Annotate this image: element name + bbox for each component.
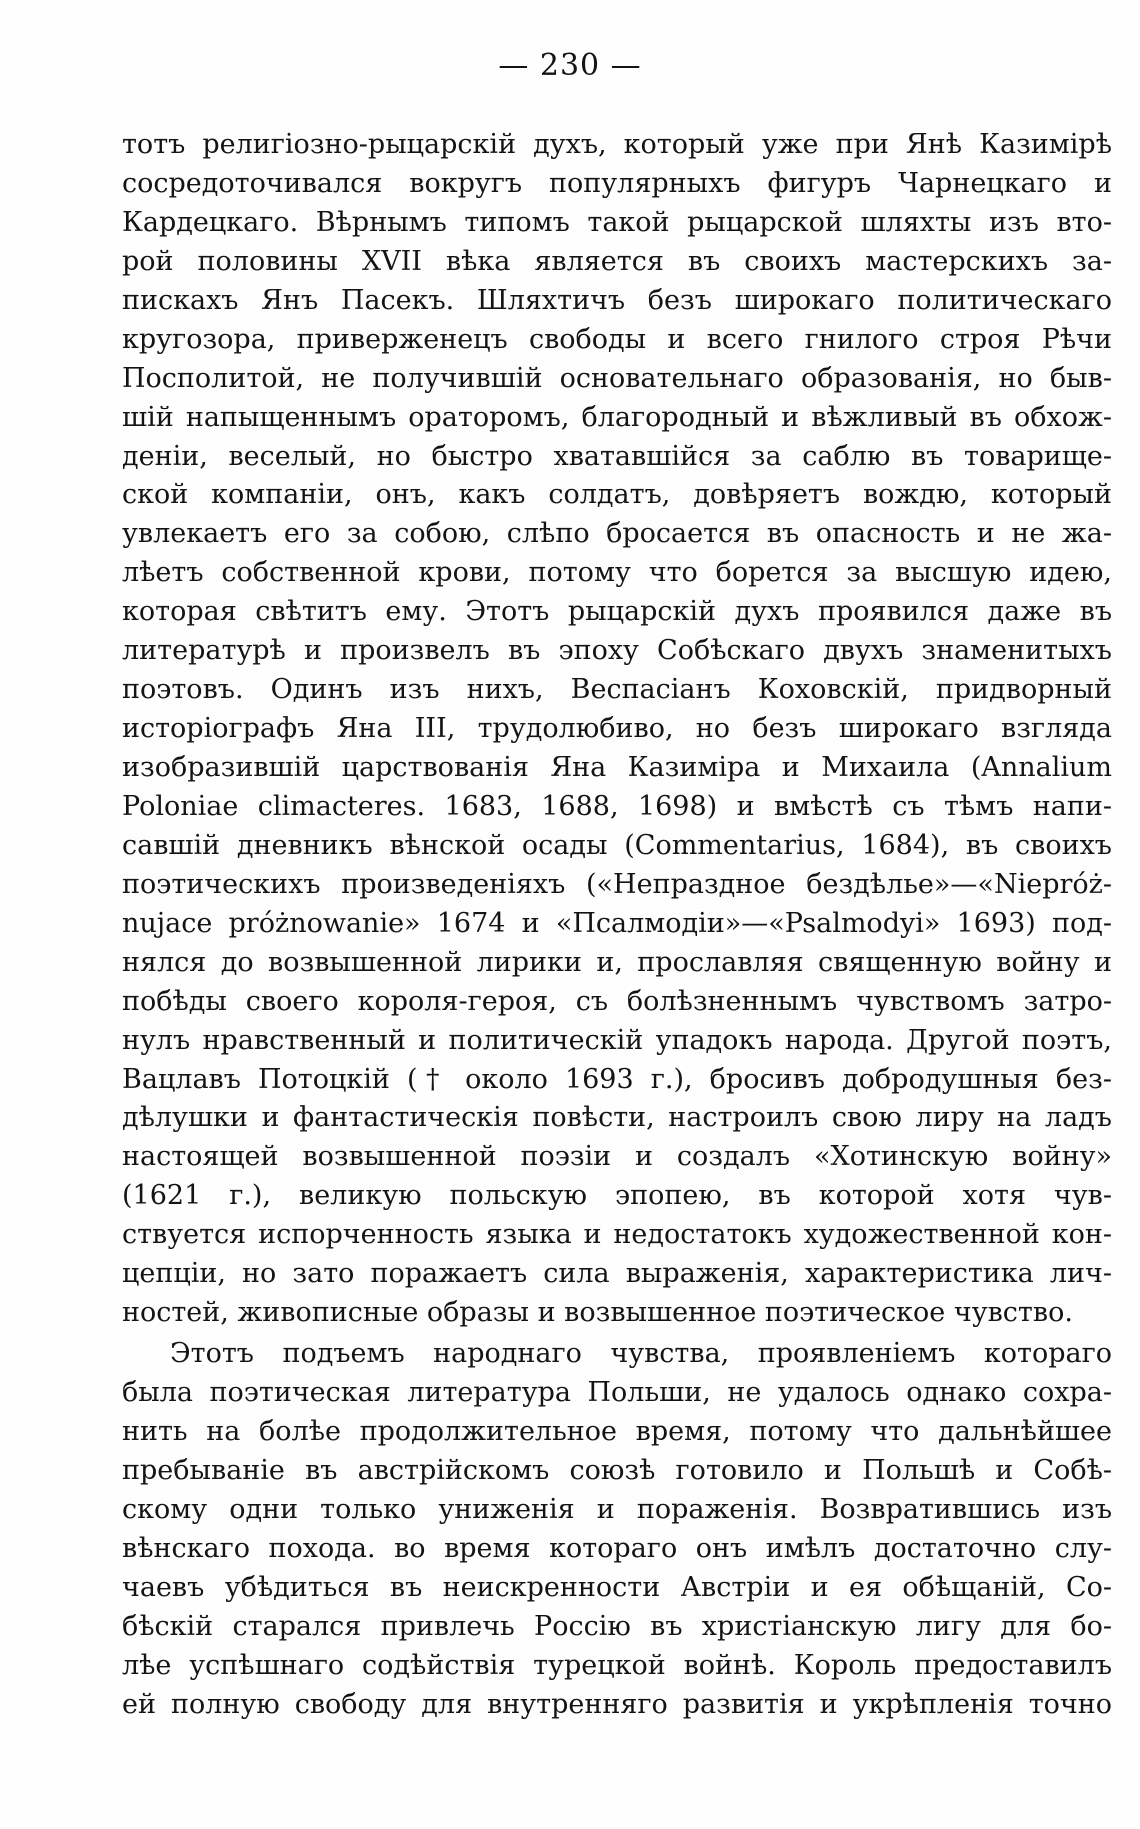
text-line: Кардецкаго. Вѣрнымъ типомъ такой рыцарской шляхты изъ вто- <box>122 206 1112 238</box>
text-line: вѣнскаго похода. во время котораго онъ имѣлъ достаточно слу- <box>122 1532 1112 1564</box>
text-line: шій напыщеннымъ ораторомъ, благородный и вѣжливый въ обхож- <box>122 401 1112 433</box>
text-line: изобразившій царствованія Яна Казиміра и Михаила (Annalium <box>122 752 1112 783</box>
text-line: побѣды своего короля-героя, съ болѣзненнымъ чувствомъ затро- <box>122 985 1112 1017</box>
text-line: поэтовъ. Одинъ изъ нихъ, Веспасіанъ Коховскій, придворный <box>122 674 1112 706</box>
text-line: поэтическихъ произведеніяхъ («Непраздное бездѣлье»—«Niepróż- <box>122 868 1112 900</box>
text-line: nujace próżnowanie» 1674 и «Псалмодіи»—«Psalmodyi» 1693) под- <box>122 907 1112 939</box>
text-line: цепціи, но зато поражаетъ сила выраженія, характеристика лич- <box>122 1258 1112 1290</box>
text-line: ностей, живописные образы и возвышенное поэтическое чувство. <box>122 1297 1073 1329</box>
page-body <box>122 126 1112 1724</box>
text-line: литературѣ и произвелъ въ эпоху Собѣскаго двухъ знаменитыхъ <box>122 635 1112 667</box>
text-line: лѣетъ собственной крови, потому что борется за высшую идею, <box>122 557 1112 589</box>
text-line: пискахъ Янъ Пасекъ. Шляхтичъ безъ широкаго политическаго <box>122 284 1112 316</box>
text-line: ей полную свободу для внутренняго развитія и укрѣпленія точно <box>122 1688 1112 1720</box>
text-line: ской компаніи, онъ, какъ солдатъ, довѣряетъ вождю, который <box>122 479 1112 511</box>
text-line: дѣлушки и фантастическія повѣсти, настроилъ свою лиру на ладъ <box>122 1102 1112 1134</box>
text-line: исторіографъ Яна III, трудолюбиво, но безъ широкаго взгляда <box>122 713 1112 745</box>
text-line: кругозора, приверженецъ свободы и всего гнилого строя Рѣчи <box>122 323 1112 355</box>
text-line: сосредоточивался вокругъ популярныхъ фигуръ Чарнецкаго и <box>122 167 1112 199</box>
text-line: Посполитой, не получившій основательнаго образованія, но быв- <box>122 362 1112 394</box>
text-line: увлекаетъ его за собою, слѣпо бросается въ опасность и не жа- <box>122 518 1112 550</box>
paragraph-2 <box>122 1335 1112 1724</box>
paragraph-1 <box>122 126 1112 1333</box>
text-line: Этотъ подъемъ народнаго чувства, проявленіемъ котораго <box>170 1338 1112 1370</box>
text-line: Poloniae climacteres. 1683, 1688, 1698) и вмѣстѣ съ тѣмъ напи- <box>122 790 1112 822</box>
text-line: (1621 г.), великую польскую эпопею, въ которой хотя чув- <box>122 1180 1112 1212</box>
text-line: савшій дневникъ вѣнской осады (Commentarius, 1684), въ своихъ <box>122 829 1112 861</box>
text-line: рой половины XVII вѣка является въ своихъ мастерскихъ за- <box>122 245 1112 277</box>
text-line: нить на болѣе продолжительное время, потому что дальнѣйшее <box>122 1415 1112 1447</box>
text-line: настоящей возвышенной поэзіи и создалъ «Хотинскую войну» <box>122 1141 1112 1173</box>
text-line: чаевъ убѣдиться въ неискренности Австріи и ея обѣщаній, Со- <box>122 1571 1112 1603</box>
text-line: бѣскій старался привлечь Россію въ христіанскую лигу для бо- <box>122 1610 1112 1642</box>
text-line: нулъ нравственный и политическій упадокъ народа. Другой поэтъ, <box>122 1024 1112 1056</box>
text-line: лѣе успѣшнаго содѣйствія турецкой войнѣ. Король предоставилъ <box>122 1649 1112 1681</box>
text-line: тотъ религіозно-рыцарскій духъ, который уже при Янѣ Казимірѣ <box>122 129 1112 160</box>
page-number: — 230 — <box>498 48 642 83</box>
text-line: была поэтическая литература Польши, не удалось однако сохра- <box>122 1377 1112 1408</box>
text-line: которая свѣтитъ ему. Этотъ рыцарскій духъ проявился даже въ <box>122 596 1112 628</box>
text-line: деніи, веселый, но быстро хватавшійся за саблю въ товарище- <box>122 440 1112 472</box>
text-line: нялся до возвышенной лирики и, прославляя священную войну и <box>122 946 1112 978</box>
text-line: скому одни только униженія и пораженія. Возвратившись изъ <box>122 1493 1112 1525</box>
text-line: ствуется испорченность языка и недостатокъ художественной кон- <box>122 1219 1112 1251</box>
text-line: пребываніе въ австрійскомъ союзѣ готовило и Польшѣ и Собѣ- <box>122 1454 1112 1486</box>
text-line: Вацлавъ Потоцкій († около 1693 г.), бросивъ добродушныя без- <box>122 1063 1112 1095</box>
